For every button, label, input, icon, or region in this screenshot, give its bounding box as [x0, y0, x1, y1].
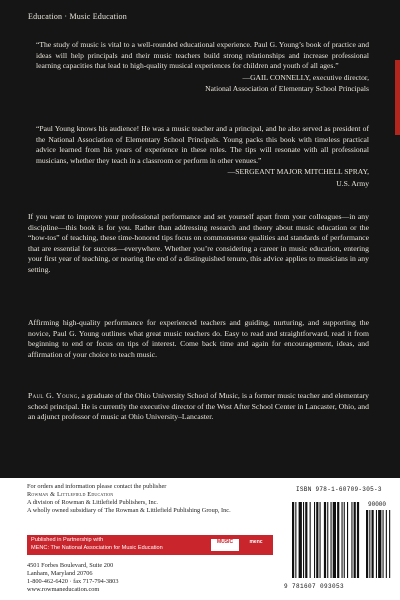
quote-attribution-title: National Association of Elementary School Principals	[205, 84, 369, 94]
menc-logo-icon: menc	[249, 539, 263, 545]
endorsement-quote-1	[36, 40, 369, 95]
publisher-division: A division of Rowman & Littlefield Publishers, Inc.	[27, 499, 158, 506]
publisher-info	[27, 483, 287, 515]
publisher-name: Rowman & Littlefield Education	[27, 491, 114, 498]
author-name: Paul G. Young	[28, 391, 78, 400]
address-website: www.rowmaneducation.com	[27, 586, 100, 593]
partnership-banner	[27, 535, 220, 555]
quote-attribution-name: —SERGEANT MAJOR MITCHELL SPRAY,	[227, 167, 369, 177]
endorsement-quote-2	[36, 124, 369, 190]
red-accent-bar	[395, 60, 400, 135]
address-city: Lanham, Maryland 20706	[27, 570, 93, 577]
barcode-number: 9 781607 093053	[284, 583, 345, 590]
address-street: 4501 Forbes Boulevard, Suite 200	[27, 562, 114, 569]
partnership-line-1: Published in Partnership with	[31, 537, 104, 543]
isbn-label: ISBN 978-1-60709-305-3	[296, 486, 382, 493]
publisher-panel	[0, 478, 400, 600]
quote-attribution-title: U.S. Army	[336, 178, 369, 188]
quote-text: “Paul Young knows his audience! He was a music teacher and a principal, and he also served as president of the National Association of Elementary School Principals. Young packs this book with timeless practical advice learned from his years of experience in these roles. The tips will resonate with all professional musicians, whether they teach in a classroom or perform in other venues.”	[36, 124, 369, 165]
music-logo-icon: MUSIC	[211, 539, 239, 551]
barcode-graphic	[290, 496, 394, 582]
publisher-address	[27, 562, 227, 594]
publisher-contact-line: For orders and information please contact the publisher	[27, 483, 167, 490]
publisher-subsidiary: A wholly owned subsidiary of The Rowman & Littlefield Publishing Group, Inc.	[27, 507, 231, 514]
description-paragraph-2: Affirming high-quality performance for experienced teachers and guiding, nurturing, and supporting the novice, Paul G. Young outlines what great music teachers do. Easy to read and straightforward, read it from beginning to end or focus on tips of interest. Come back time and again for encouragement, ideas, and affirmation of your choice to teach music.	[28, 318, 369, 359]
author-bio-text: , a graduate of the Ohio University School of Music, is a former music teacher and elementary school principal. He is currently the executive director of the West After School Center in Lancaster, Ohio, and an adjunct professor of music at Ohio University–Lancaster.	[28, 391, 370, 422]
category-label: Education · Music Education	[28, 12, 127, 21]
partner-logos	[205, 535, 273, 555]
price-code: 90000	[368, 501, 387, 508]
address-phone: 1-800-462-6420 · fax 717-794-3803	[27, 578, 119, 585]
quote-attribution-name: —GAIL CONNELLY, executive director,	[242, 72, 369, 82]
description-paragraph-1: If you want to improve your professional performance and set yourself apart from your colleagues—in any discipline—this book is for you. Rather than addressing research and theory about music education or the “how-tos” of teaching, these time-honored tips focus on commonsense qualities and standards of performance that are essential for success—everywhere. Whether you’re considering a career in music education, entering your first year of teaching, or nearing the end of a distinguished tenure, this advice applies to musicians in any setting.	[28, 212, 369, 274]
author-bio	[28, 391, 369, 423]
quote-text: “The study of music is vital to a well-rounded educational experience. Paul G. Young’s book of practice and ideas will help principals and their music teachers build strong relationships and increase professional learning capacities that lead to high-quality musical experiences for children and youth of all ages.”	[36, 40, 369, 71]
partnership-line-2: MENC: The National Association for Music Education	[31, 544, 163, 551]
barcode-icon	[290, 496, 394, 584]
